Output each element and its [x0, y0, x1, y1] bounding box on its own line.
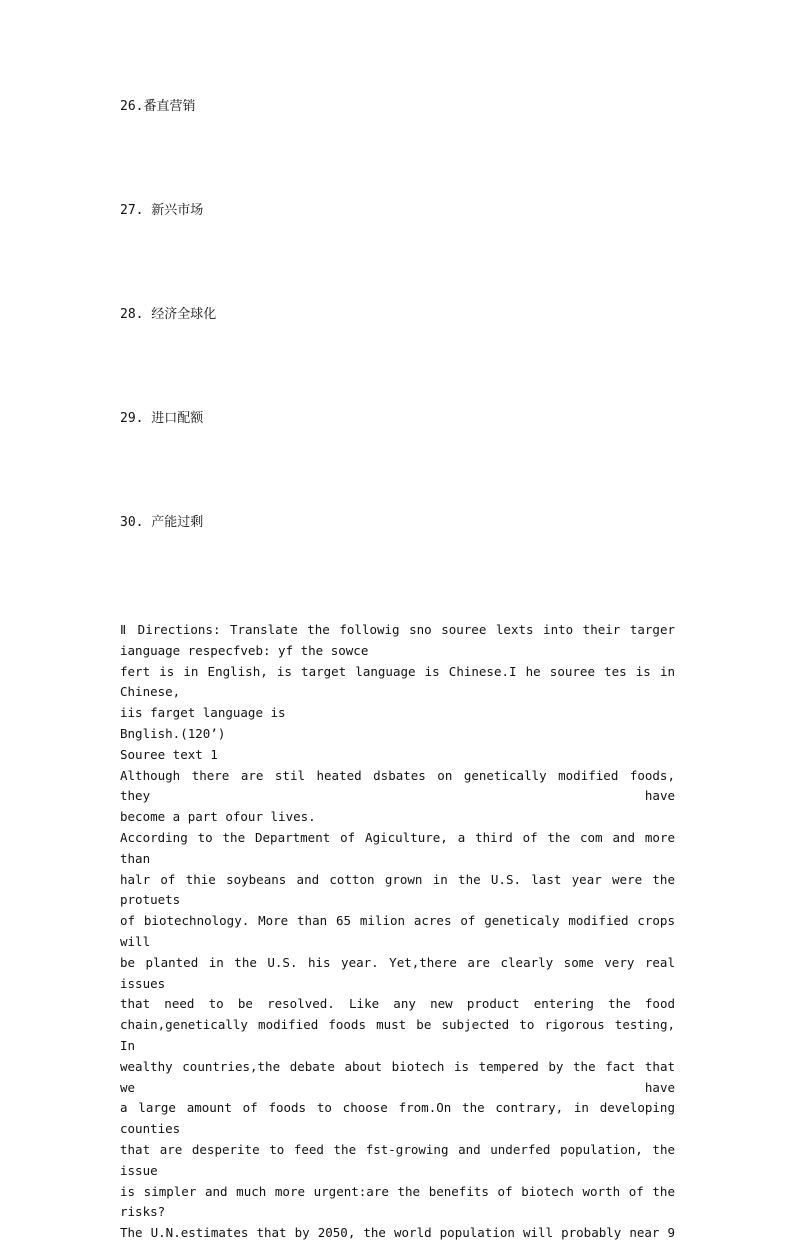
translation-section [120, 620, 675, 1244]
paragraph-line: of biotechnology. More than 65 milion acres of geneticaly modified crops will [120, 913, 675, 949]
paragraph-line: that need to be resolved. Like any new product entering the food [120, 996, 675, 1012]
directions-line-2: ianguage respecfveb: yf the sowce [120, 642, 369, 658]
paragraph-line: The U.N.estimates that by 2050, the world population will probably near 9 [120, 1225, 675, 1241]
paragraph-line: Although there are stil heated dsbates on genetically modified foods, they have [120, 767, 675, 804]
paragraph-line: is simpler and much more urgent:are the benefits of biotech worth of the risks? [120, 1183, 675, 1220]
paragraph-line: chain,genetically modified foods must be subjected to rigorous testing, In [120, 1017, 675, 1053]
source-text-heading: Souree text 1 [120, 746, 218, 762]
vocab-item-30: 30. 产能过剩 [120, 515, 204, 530]
paragraph-line: be planted in the U.S. his year. Yet,there are clearly some very real issues [120, 954, 675, 991]
vocab-item-27: 27. 新兴市场 [120, 203, 204, 218]
paragraph-line: a large amount of foods to choose from.On the contrary, in developing counties [120, 1100, 675, 1137]
paragraph-line: halr of thie soybeans and cotton grown in the U.S. last year were the protuets [120, 871, 675, 908]
vocab-item-29: 29. 进口配额 [120, 411, 204, 426]
paragraph-line: wealthy countries,the debate about biotech is tempered by the fact that we have [120, 1058, 675, 1095]
directions-line-4: iis farget language is [120, 705, 286, 721]
directions-line-3: fert is in English, is target language is Chinese.I he souree tes is in Chinese, [120, 663, 675, 700]
vocab-item-26: 26.番直营销 [120, 99, 196, 114]
directions-line-5: Bnglish.(120’) [120, 725, 226, 741]
directions-line-1: Ⅱ Directions: Translate the followig sno souree lexts into their targer [120, 622, 675, 637]
paragraph-line: that are desperite to feed the fst-growing and underfed population, the issue [120, 1141, 675, 1178]
paragraph-line: According to the Department of Agiculture, a third of the com and more than [120, 829, 675, 866]
paragraph-line: become a part ofour lives. [120, 809, 316, 825]
vocab-item-28: 28. 经济全球化 [120, 307, 217, 322]
